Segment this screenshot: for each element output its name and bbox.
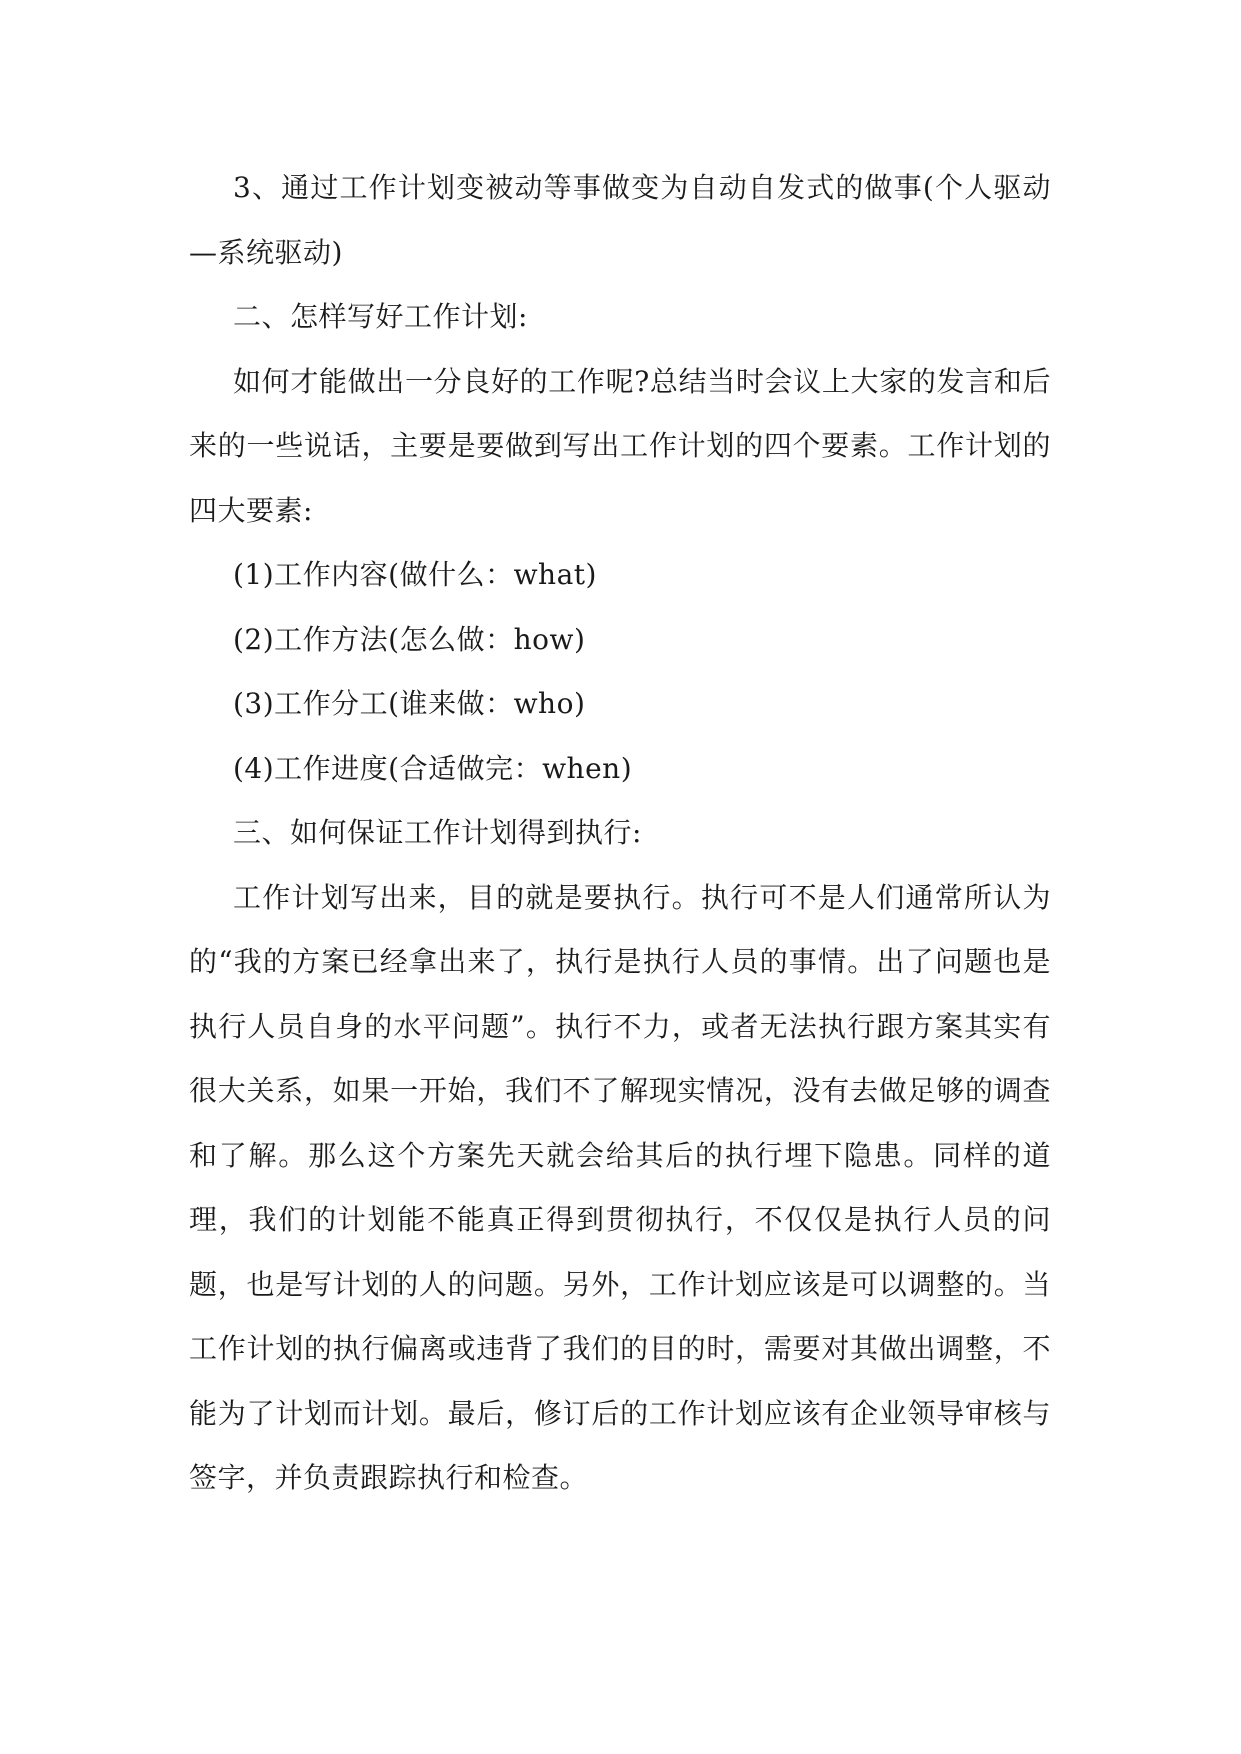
paragraph-item-3: 3、通过工作计划变被动等事做变为自动自发式的做事(个人驱动—系统驱动) [189,171,1051,269]
list-item-who: (3)工作分工(谁来做：who) [233,687,586,720]
paragraph-execution: 工作计划写出来，目的就是要执行。执行可不是人们通常所认为的“我的方案已经拿出来了，执行是执行人员的事情。出了问题也是执行人员自身的水平问题”。执行不力，或者无法执行跟方案其实有很大关系，如果一开始，我们不了解现实情况，没有去做足够的调查和了解。那么这个方案先天就会给其后的执行埋下隐患。同样的道理，我们的计划能不能真正得到贯彻执行，不仅仅是执行人员的问题，也是写计划的人的问题。另外，工作计划应该是可以调整的。当工作计划的执行偏离或违背了我们的目的时，需要对其做出调整，不能为了计划而计划。最后，修订后的工作计划应该有企业领导审核与签字，并负责跟踪执行和检查。 [189,880,1051,1494]
paragraph-four-elements-intro: 如何才能做出一分良好的工作呢?总结当时会议上大家的发言和后来的一些说话，主要是要做到写出工作计划的四个要素。工作计划的四大要素: [189,364,1051,527]
list-item-what: (1)工作内容(做什么：what) [233,558,597,591]
section-heading-execution: 三、如何保证工作计划得到执行: [233,816,642,849]
list-item-when: (4)工作进度(合适做完：when) [233,751,633,785]
document-body [189,156,1051,1511]
list-item-how: (2)工作方法(怎么做：how) [233,622,586,656]
section-heading-how-to-write: 二、怎样写好工作计划: [233,300,528,333]
